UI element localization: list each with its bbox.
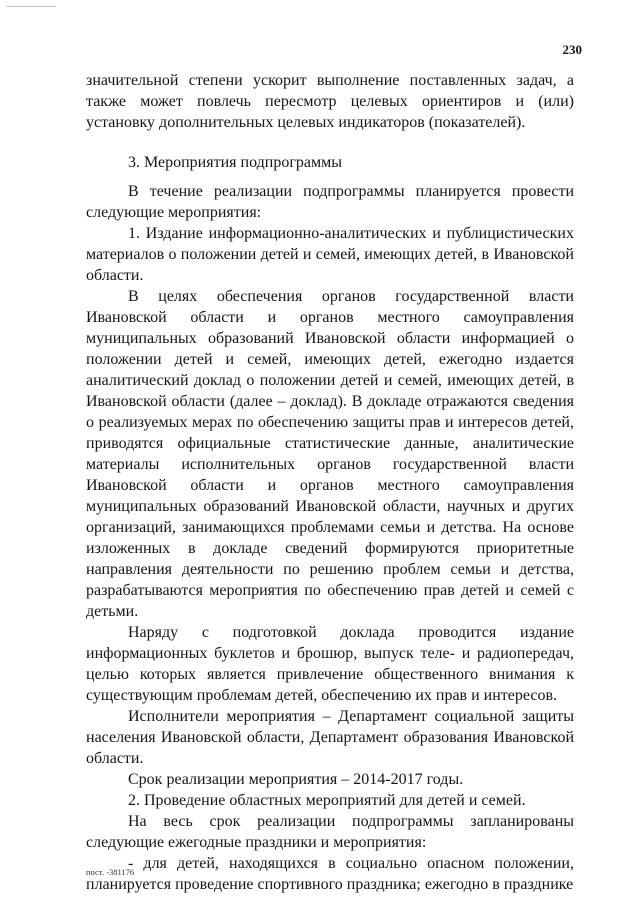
paragraph-term: Срок реализации мероприятия – 2014-2017 годы. <box>128 771 464 788</box>
list-item-1: 1. Издание информационно-аналитических и публицистических материалов о положении детей и семей, имеющих детей, в Ивановской области. <box>86 225 574 284</box>
paragraph-sport-festival: - для детей, находящихся в социально опасном положении, планируется проведение спортивного праздника; ежегодно в празднике <box>86 855 574 893</box>
paragraph-executors: Исполнители мероприятия – Департамент социальной защиты населения Ивановской области, Департамент образования Ивановской области. <box>86 708 574 767</box>
page-number: 230 <box>562 42 582 57</box>
paragraph-events: На весь срок реализации подпрограммы запланированы следующие ежегодные праздники и мероприятия: <box>86 813 574 851</box>
paragraph-booklets: Наряду с подготовкой доклада проводится издание информационных буклетов и брошюр, выпуск теле- и радиопередач, целью которых является привлечение общественного внимания к существующим проблемам детей, обеспечению их прав и интересов. <box>86 624 574 704</box>
scan-edge-line <box>6 6 56 7</box>
list-item-2: 2. Проведение областных мероприятий для детей и семей. <box>128 792 526 809</box>
footer-code: пост. -381176 <box>86 867 135 877</box>
paragraph-report: В целях обеспечения органов государственной власти Ивановской области и органов местного самоуправления муниципальных образований Ивановской области информацией о положении детей и семей, имеющих детей, ежегодно издается аналитический доклад о положении детей и семей, имеющих детей, в Ивановской области (далее – доклад). В докладе отражаются сведения о реализуемых мерах по обеспечению защиты прав и интересов детей, приводятся официальные статистические данные, аналитические материалы исполнительных органов государственной власти Ивановской области и органов местного самоуправления муниципальных образований Ивановской области, научных и других организаций, занимающихся проблемами семьи и детства. На основе изложенных в докладе сведений формируются приоритетные направления деятельности по решению проблем семьи и детства, разрабатываются мероприятия по обеспечению прав детей и семей с детьми. <box>86 288 574 620</box>
document-body <box>86 70 574 895</box>
paragraph-intro: В течение реализации подпрограммы планируется провести следующие мероприятия: <box>86 183 574 221</box>
section-heading: 3. Мероприятия подпрограммы <box>128 154 342 171</box>
paragraph-continuation: значительной степени ускорит выполнение поставленных задач, а также может повлечь пересмотр целевых ориентиров и (или) установку дополнительных целевых индикаторов (показателей). <box>86 72 574 131</box>
